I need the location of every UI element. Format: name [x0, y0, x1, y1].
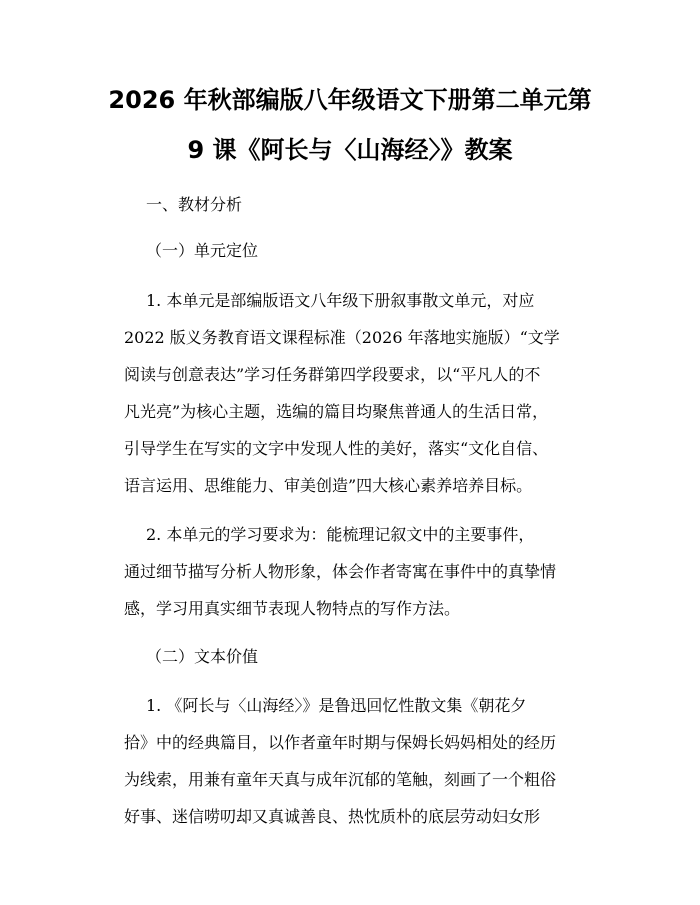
section-heading-textbook-analysis: 一、教材分析	[146, 195, 243, 214]
subsection-heading-text-value: （二）文本价值	[146, 647, 259, 666]
document-title-line-1: 2026 年秋部编版八年级语文下册第二单元第	[108, 86, 592, 114]
paragraph-3-line: 好事、迷信唠叨却又真诚善良、热忱质朴的底层劳动妇女形	[124, 807, 541, 826]
subsection-heading-unit-positioning: （一）单元定位	[146, 241, 259, 260]
paragraph-1-line: 1. 本单元是部编版语文八年级下册叙事散文单元，对应	[146, 291, 535, 310]
paragraph-3-line: 1. 《阿长与〈山海经〉》是鲁迅回忆性散文集《朝花夕	[146, 696, 527, 715]
paragraph-3-line: 拾》中的经典篇目，以作者童年时期与保姆长妈妈相处的经历	[124, 733, 557, 752]
paragraph-1-line: 引导学生在写实的文字中发现人性的美好，落实“文化自信、	[124, 439, 549, 458]
paragraph-1-line: 2022 版义务教育语文课程标准（2026 年落地实施版）“文学	[124, 328, 560, 347]
paragraph-1-line: 凡光亮”为核心主题，选编的篇目均聚焦普通人的生活日常，	[124, 402, 549, 421]
paragraph-1-line: 阅读与创意表达”学习任务群第四学段要求，以“平凡人的不	[124, 365, 541, 384]
document-title-line-2: 9 课《阿长与〈山海经〉》教案	[187, 136, 513, 164]
paragraph-2-line: 感，学习用真实细节表现人物特点的写作方法。	[124, 599, 461, 618]
paragraph-1-line: 语言运用、思维能力、审美创造”四大核心素养培养目标。	[124, 476, 533, 495]
paragraph-2-line: 通过细节描写分析人物形象，体会作者寄寓在事件中的真挚情	[124, 562, 557, 581]
paragraph-2-line: 2. 本单元的学习要求为：能梳理记叙文中的主要事件，	[146, 525, 535, 544]
paragraph-3-line: 为线索，用兼有童年天真与成年沉郁的笔触，刻画了一个粗俗	[124, 770, 557, 789]
